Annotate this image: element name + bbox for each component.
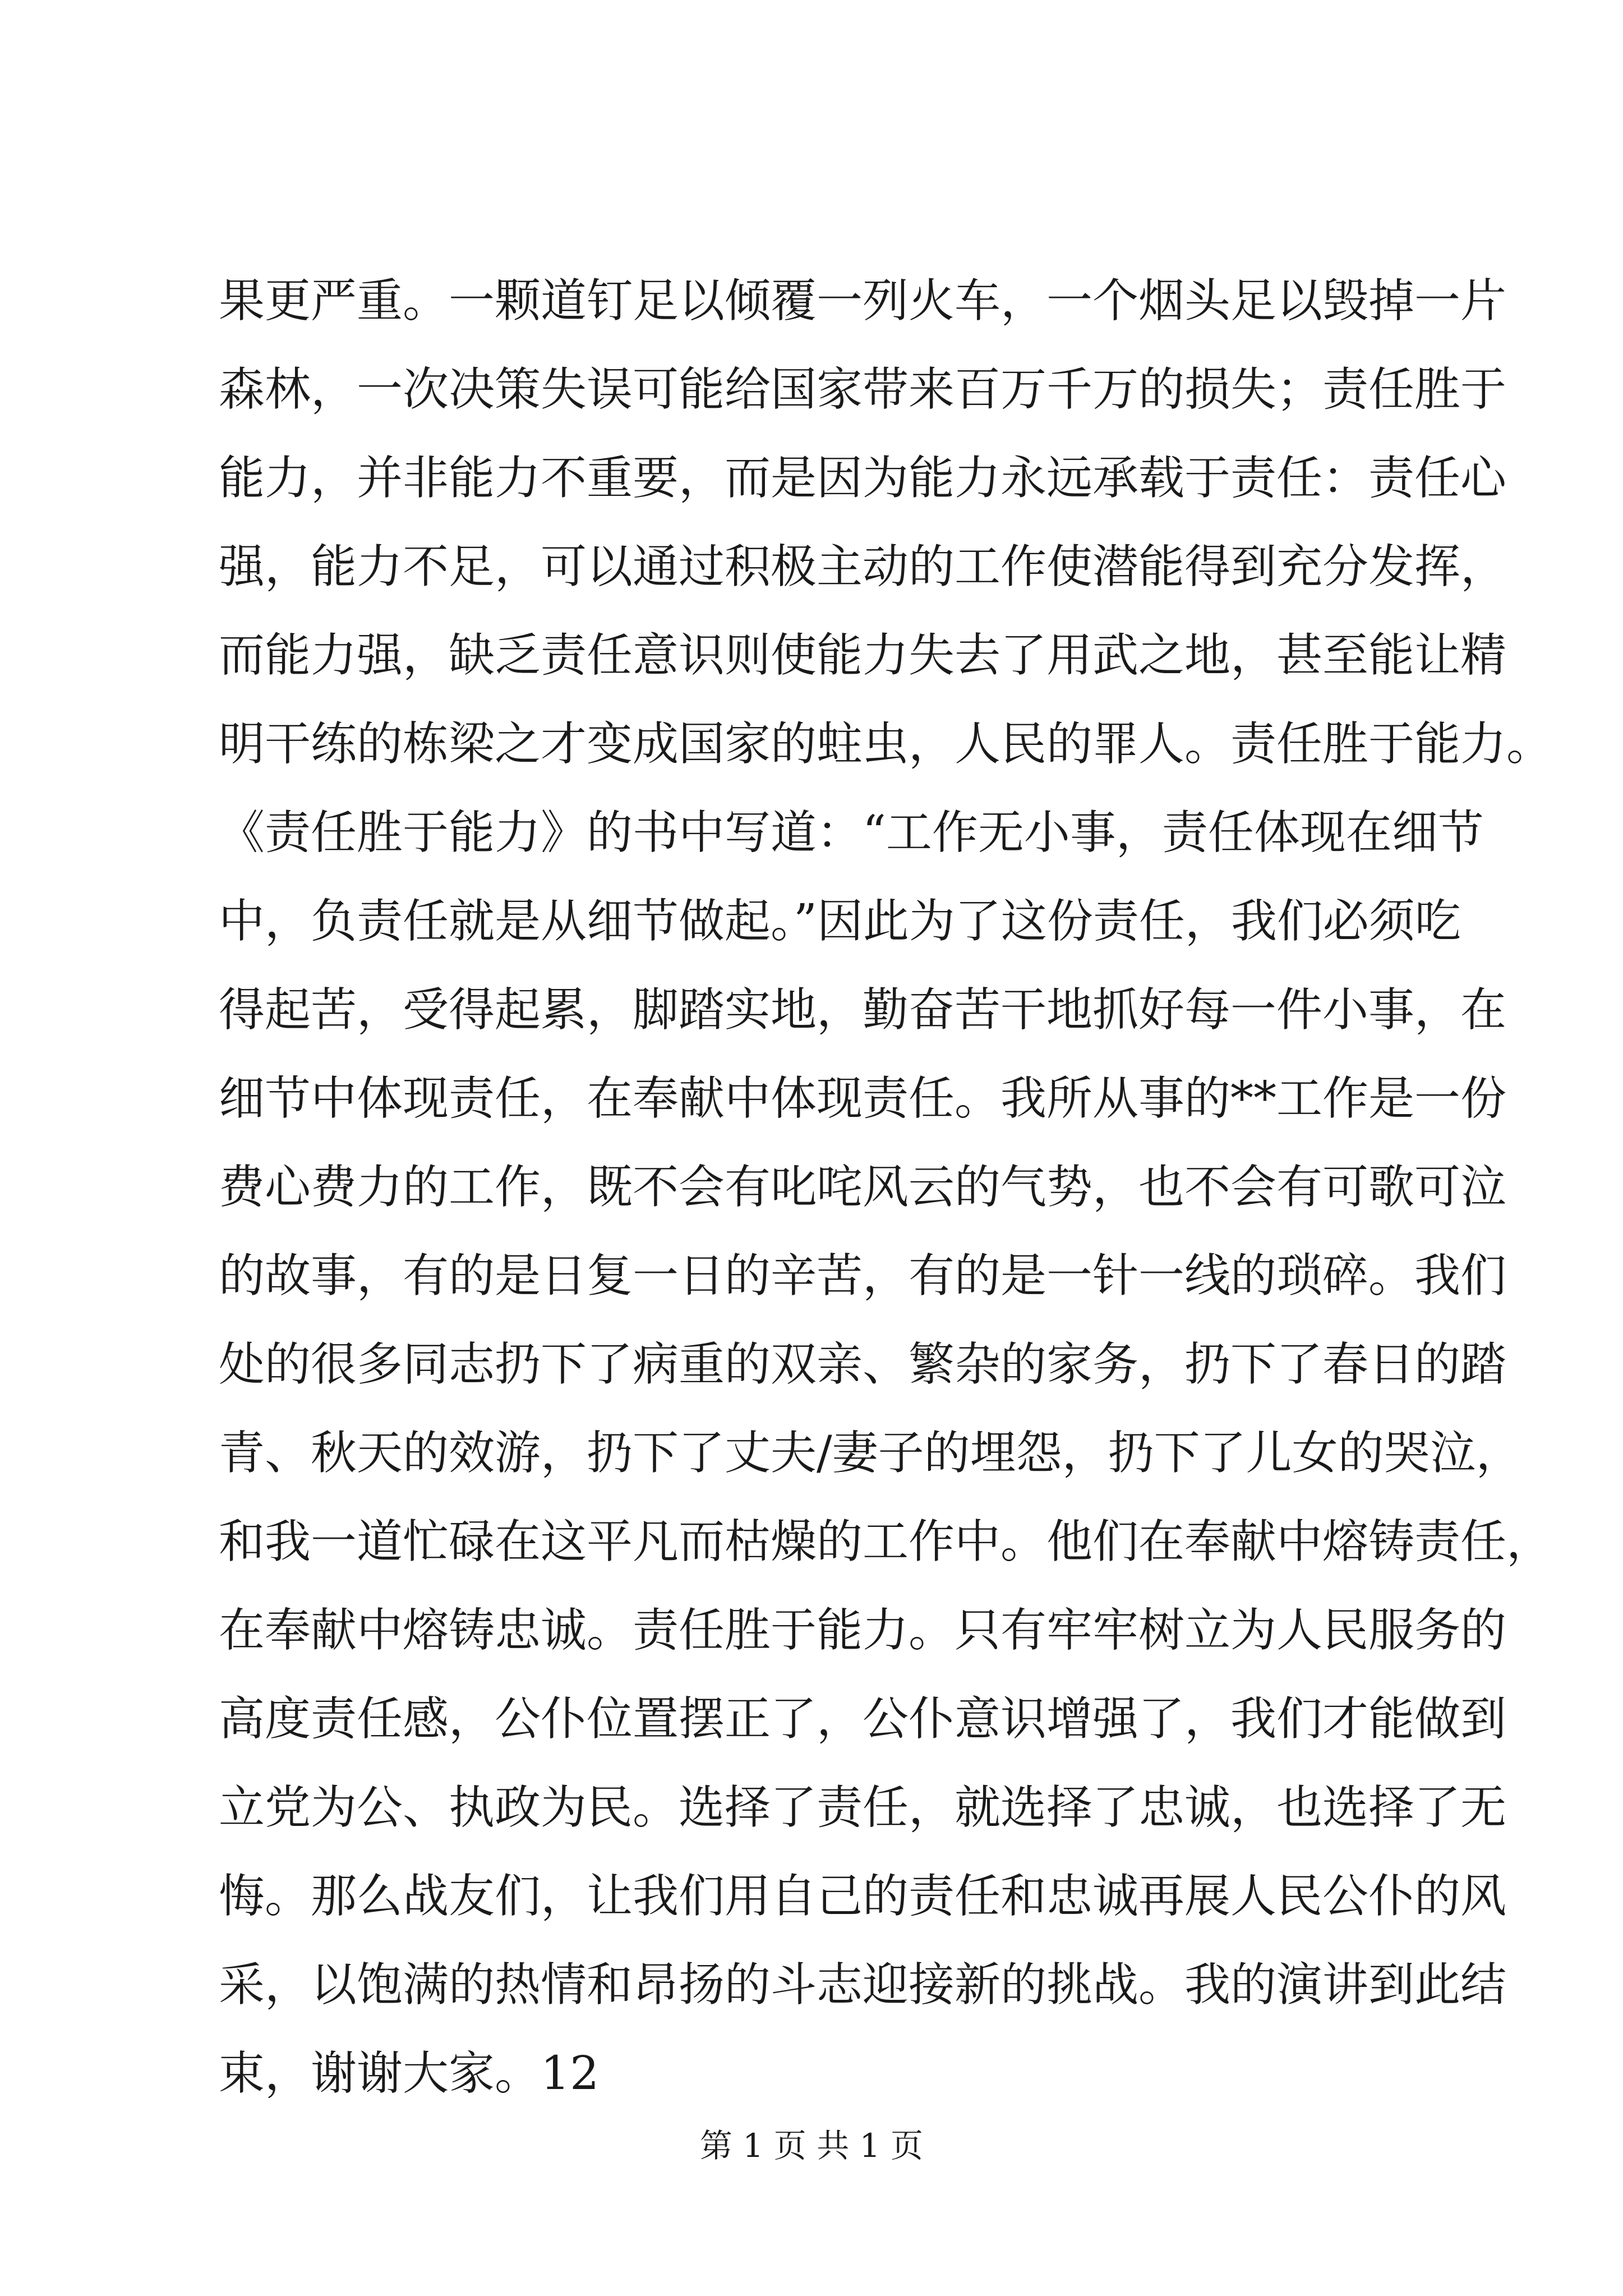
- text-line: 费心费力的工作，既不会有叱咤风云的气势，也不会有可歌可泣: [219, 1161, 1507, 1214]
- text-line: 悔。那么战友们，让我们用自己的责任和忠诚再展人民公仆的风: [219, 1870, 1507, 1923]
- text-line: 《责任胜于能力》的书中写道：“工作无小事，责任体现在细节: [219, 806, 1484, 859]
- text-line: 的故事，有的是日复一日的辛苦，有的是一针一线的琐碎。我们: [219, 1249, 1507, 1303]
- text-line: 立党为公、执政为民。选择了责任，就选择了忠诚，也选择了无: [219, 1781, 1507, 1834]
- text-line: 高度责任感，公仆位置摆正了，公仆意识增强了，我们才能做到: [219, 1692, 1507, 1746]
- text-line: 而能力强，缺乏责任意识则使能力失去了用武之地，甚至能让精: [219, 629, 1507, 682]
- text-line: 能力，并非能力不重要，而是因为能力永远承载于责任：责任心: [219, 452, 1507, 505]
- text-line: 中，负责任就是从细节做起。”因此为了这份责任，我们必须吃: [219, 895, 1461, 948]
- text-line: 束，谢谢大家。12: [219, 2047, 600, 2100]
- text-line: 强，能力不足，可以通过积极主动的工作使潜能得到充分发挥，: [219, 540, 1507, 593]
- text-line: 明干练的栋梁之才变成国家的蛀虫，人民的罪人。责任胜于能力。: [219, 717, 1553, 771]
- body-text: [219, 257, 1553, 2118]
- text-line: 得起苦，受得起累，脚踏实地，勤奋苦干地抓好每一件小事，在: [219, 983, 1507, 1037]
- text-line: 细节中体现责任，在奉献中体现责任。我所从事的**工作是一份: [219, 1072, 1507, 1125]
- text-line: 青、秋天的效游，扔下了丈夫/妻子的埋怨，扔下了儿女的哭泣，: [219, 1427, 1522, 1480]
- page-number-footer: 第 1 页 共 1 页: [700, 2127, 923, 2165]
- text-line: 在奉献中熔铸忠诚。责任胜于能力。只有牢牢树立为人民服务的: [219, 1604, 1507, 1657]
- text-line: 采，以饱满的热情和昂扬的斗志迎接新的挑战。我的演讲到此结: [219, 1958, 1507, 2012]
- text-line: 果更严重。一颗道钉足以倾覆一列火车，一个烟头足以毁掉一片: [219, 274, 1507, 328]
- text-line: 森林，一次决策失误可能给国家带来百万千万的损失；责任胜于: [219, 363, 1507, 416]
- text-line: 处的很多同志扔下了病重的双亲、繁杂的家务，扔下了春日的踏: [219, 1338, 1507, 1391]
- text-line: 和我一道忙碌在这平凡而枯燥的工作中。他们在奉献中熔铸责任，: [219, 1515, 1553, 1568]
